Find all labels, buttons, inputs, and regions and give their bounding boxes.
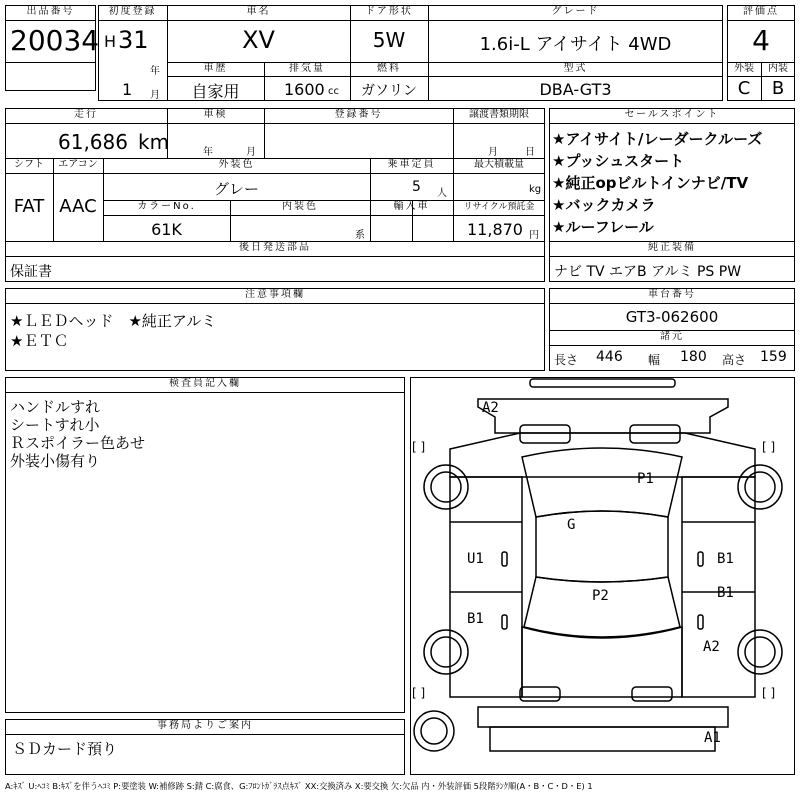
later-parts-label: 後日発送部品 <box>239 242 311 253</box>
inspection-label: 車検 <box>203 109 228 120</box>
fuel-label: 燃料 <box>377 63 401 74</box>
hood <box>450 433 755 477</box>
mark-a2-right: A2 <box>703 639 720 655</box>
inspection-year-unit: 年 <box>203 147 213 158</box>
fuel-value: ガソリン <box>361 83 417 99</box>
mark-p2: P2 <box>592 588 609 604</box>
mark-g: G <box>567 517 576 533</box>
mark-a1: A1 <box>704 730 721 746</box>
wheel-front-right-inner <box>745 472 775 502</box>
door-label: ドア形状 <box>365 6 413 17</box>
later-parts-value: 保証書 <box>10 264 52 280</box>
displacement-value: 1600 <box>284 80 325 99</box>
grade-value: 1.6i-L アイサイト 4WD <box>479 34 672 55</box>
length-value: 446 <box>596 349 623 365</box>
type-label: 型式 <box>563 63 588 74</box>
sales-point-1: ★アイサイト/レーダークルーズ <box>552 130 763 148</box>
first-reg-label: 初度登録 <box>108 6 157 17</box>
headlight-right <box>630 425 680 443</box>
shift-value: FAT <box>13 196 45 217</box>
capacity-label: 乗車定員 <box>387 159 436 170</box>
inspector-label: 検査員記入欄 <box>169 378 241 389</box>
width-value: 180 <box>680 349 707 365</box>
grade-label: グレード <box>551 6 600 17</box>
ac-value: AAC <box>59 196 97 217</box>
wheel-rear-right-inner <box>745 637 775 667</box>
front-bumper <box>478 399 728 433</box>
tail-light-left <box>520 687 560 701</box>
tail-light-right <box>632 687 672 701</box>
color-no-value: 61K <box>151 220 182 239</box>
capacity-unit: 人 <box>437 188 447 199</box>
model-value: XV <box>242 26 275 54</box>
spare-wheel <box>414 711 454 751</box>
car-diagram <box>410 377 795 775</box>
bracket-right-bottom: [ ] <box>762 686 776 700</box>
damage-legend: A:ｷｽﾞ U:ﾍｺﾐ B:ｷｽﾞを伴うﾍｺﾐ P:要塗装 W:補修跡 S:錆 C:腐食、G:ﾌﾛﾝﾄｶﾞﾗｽ点ｷｽﾞ XX:交換済み X:要交換 欠:欠品 内・外装評価 5段階ﾗﾝｸ順(A・B・C・D・E) 1 <box>5 781 593 791</box>
bracket-left-top: [ ] <box>412 440 426 454</box>
bracket-left-bottom: [ ] <box>412 686 426 700</box>
notes-label: 注意事項欄 <box>245 289 305 300</box>
color-no-label: カラーNo. <box>137 201 196 212</box>
score-value: 4 <box>752 24 770 57</box>
roof-rail <box>530 379 675 387</box>
rear-bumper <box>478 707 728 727</box>
spare-wheel-inner <box>421 718 447 744</box>
int-color-label: 内装色 <box>282 201 318 212</box>
spec-label: 諸元 <box>660 331 684 342</box>
import-label: 輸入車 <box>393 201 430 212</box>
capacity-value: 5 <box>412 179 421 195</box>
height-label: 高さ <box>722 353 747 367</box>
mileage-label: 走行 <box>74 109 98 120</box>
height-value: 159 <box>760 349 787 365</box>
score-label: 評価点 <box>743 6 779 17</box>
recycle-value: 11,870 <box>467 220 523 239</box>
body-left <box>450 477 522 697</box>
headlight-left <box>520 425 570 443</box>
model-label: 車名 <box>246 6 271 17</box>
mileage-value: 61,686 <box>58 130 128 154</box>
sales-point-4: ★バックカメラ <box>552 196 656 214</box>
roof <box>536 511 668 582</box>
load-label: 最大積載量 <box>474 159 524 170</box>
era-letter: H <box>104 32 117 51</box>
rear-plate-area <box>490 727 715 751</box>
year-value: 31 <box>118 26 149 54</box>
bracket-right-top: [ ] <box>762 440 776 454</box>
int-label: 内装 <box>768 63 788 74</box>
mark-a2-top: A2 <box>482 400 499 416</box>
width-label: 幅 <box>648 353 661 367</box>
load-unit: kg <box>529 184 542 195</box>
mark-b1-right-top: B1 <box>717 551 734 567</box>
sales-point-3: ★純正opビルトインナビ/TV <box>552 174 749 192</box>
door-value: 5W <box>372 28 406 52</box>
displacement-label: 排気量 <box>289 63 325 74</box>
color-label: 外装色 <box>218 159 255 170</box>
mileage-unit: km <box>138 130 170 154</box>
notes-line-1: ★ＬＥＤヘッド ★純正アルミ <box>10 312 217 330</box>
inspection-month-unit: 月 <box>246 147 256 158</box>
length-label: 長さ <box>554 353 579 367</box>
wheel-rear-left-inner <box>431 637 461 667</box>
recycle-label: リサイクル預託金 <box>463 202 535 212</box>
displacement-unit: cc <box>328 86 339 97</box>
windshield <box>522 448 682 517</box>
history-value: 自家用 <box>191 82 240 101</box>
sales-point-5: ★ルーフレール <box>552 218 654 236</box>
mark-u1: U1 <box>467 551 484 567</box>
shift-label: シフト <box>14 159 44 170</box>
chassis-value: GT3-062600 <box>625 308 719 326</box>
equipment-value: ナビ TV エアB アルミ PS PW <box>554 264 742 280</box>
mark-b1-left: B1 <box>467 611 484 627</box>
year-unit: 年 <box>150 66 160 77</box>
rear-window <box>524 577 680 637</box>
history-label: 車歴 <box>203 63 228 74</box>
color-value: グレー <box>213 180 259 198</box>
mark-b1-right-mid: B1 <box>717 585 734 601</box>
lot-label: 出品番号 <box>26 6 75 17</box>
recycle-unit: 円 <box>529 230 539 241</box>
office-value: ＳＤカード預り <box>12 740 118 758</box>
inspector-line-1: ハンドルすれ <box>10 398 101 416</box>
int-score: B <box>771 78 785 99</box>
lot-number: 20034 <box>10 24 100 57</box>
sales-point-2: ★プッシュスタート <box>552 152 685 170</box>
mark-p1: P1 <box>637 471 654 487</box>
inspector-line-4: 外装小傷有り <box>10 452 101 470</box>
sales-label: セールスポイント <box>624 109 720 120</box>
wheel-front-left-inner <box>431 472 461 502</box>
type-value: DBA-GT3 <box>539 80 612 99</box>
ext-label: 外装 <box>734 63 754 74</box>
reg-no-label: 登録番号 <box>334 109 383 120</box>
ext-score: C <box>737 78 751 99</box>
inspector-line-3: Ｒスポイラー色あせ <box>10 434 146 452</box>
office-label: 事務局よりご案内 <box>157 720 253 731</box>
transfer-month-unit: 月 <box>488 147 498 158</box>
equipment-label: 純正装備 <box>648 242 696 253</box>
notes-line-2: ★ＥＴＣ <box>10 332 69 350</box>
month-unit: 月 <box>150 90 160 101</box>
ac-label: エアコン <box>58 159 98 170</box>
chassis-label: 車台番号 <box>648 289 696 300</box>
transfer-day-unit: 日 <box>525 147 535 158</box>
month-value: 1 <box>122 80 133 99</box>
transfer-label: 譲渡書類期限 <box>469 109 529 120</box>
int-color-unit: 系 <box>355 230 365 241</box>
inspector-line-2: シートすれ小 <box>10 416 100 434</box>
